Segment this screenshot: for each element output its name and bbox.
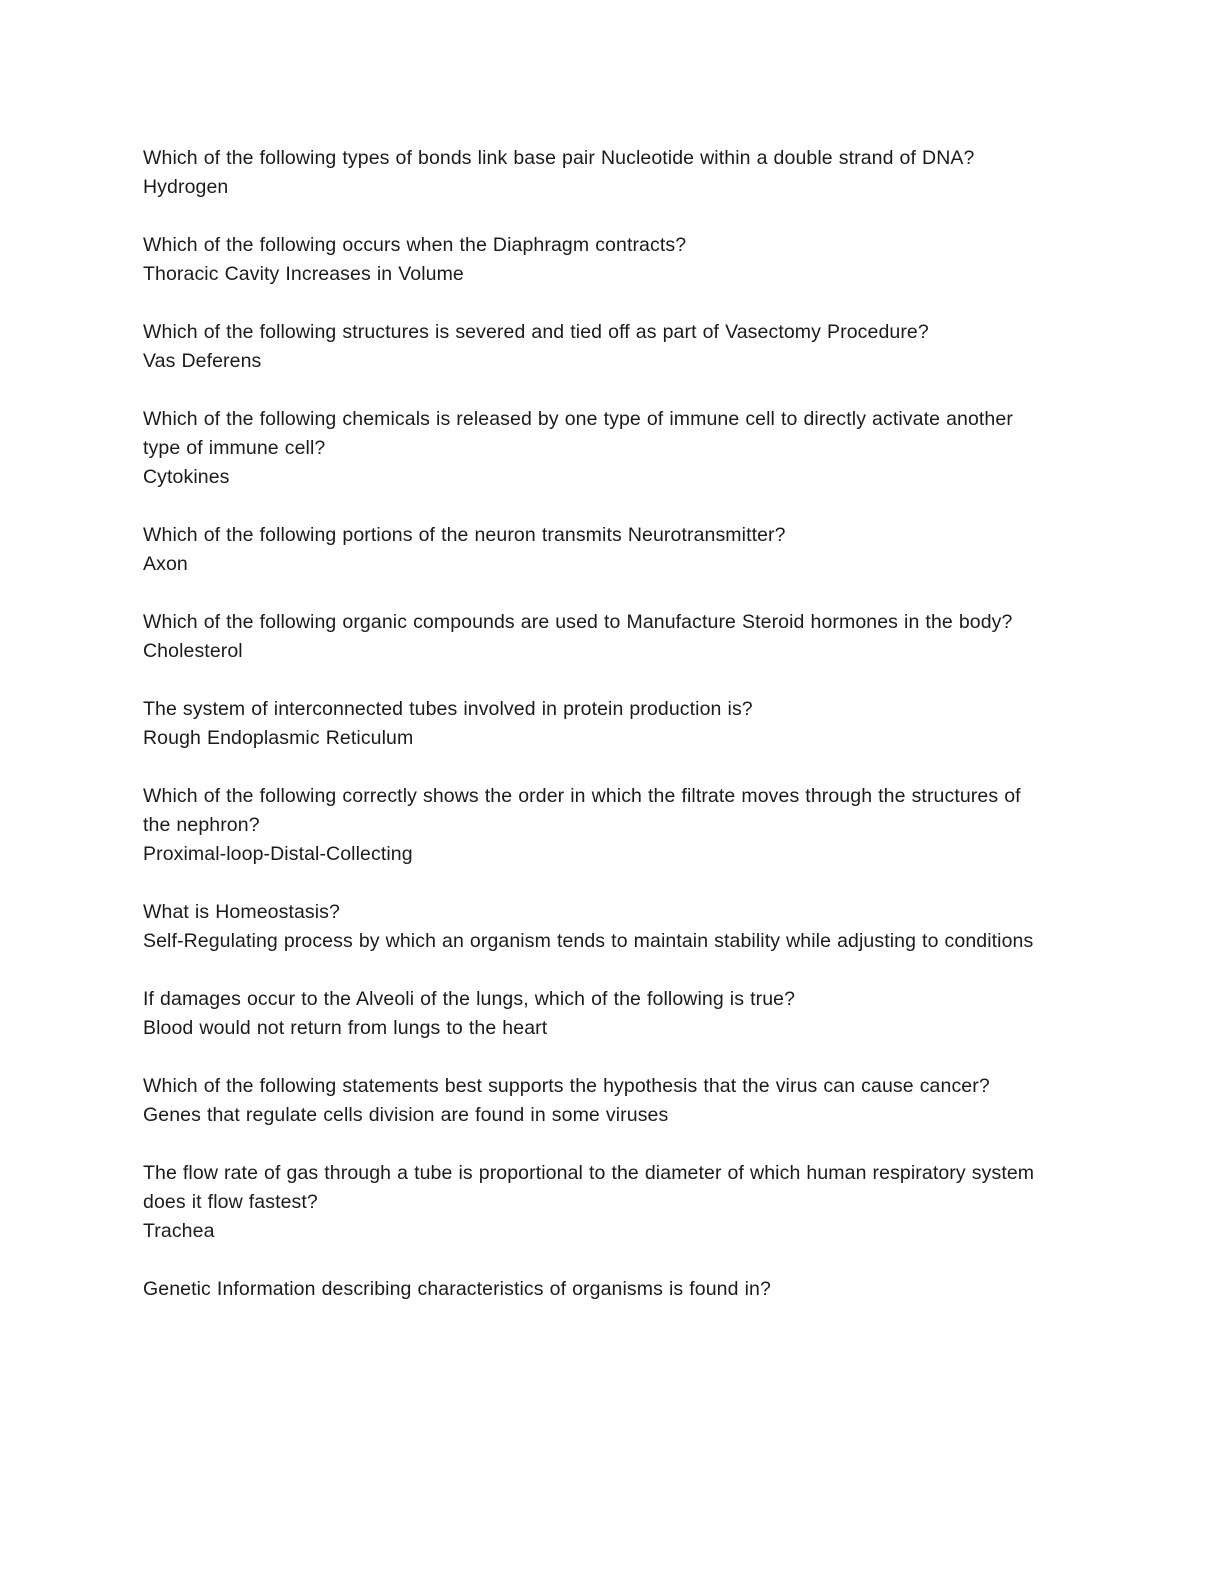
answer-text: Axon bbox=[143, 553, 188, 575]
question-text: Which of the following statements best supports the hypothesis that the virus can cause cancer? bbox=[143, 1075, 990, 1097]
answer-text: Cytokines bbox=[143, 466, 230, 488]
answer-text: Proximal-loop-Distal-Collecting bbox=[143, 843, 413, 865]
answer-text: Genes that regulate cells division are found in some viruses bbox=[143, 1104, 669, 1126]
question-text: The system of interconnected tubes involved in protein production is? bbox=[143, 698, 753, 720]
question-text: Which of the following occurs when the Diaphragm contracts? bbox=[143, 234, 687, 256]
question-text: Which of the following chemicals is released by one type of immune cell to directly activate another type of immune cell? bbox=[143, 408, 1013, 459]
answer-text: Vas Deferens bbox=[143, 350, 262, 372]
qa-item bbox=[143, 318, 1051, 376]
qa-item bbox=[143, 782, 1051, 869]
question-text: What is Homeostasis? bbox=[143, 901, 340, 923]
question-text: Which of the following portions of the neuron transmits Neurotransmitter? bbox=[143, 524, 786, 546]
qa-item bbox=[143, 1159, 1051, 1246]
answer-text: Self-Regulating process by which an organism tends to maintain stability while adjusting to conditions bbox=[143, 930, 1034, 952]
qa-list bbox=[143, 144, 1051, 1304]
answer-text: Cholesterol bbox=[143, 640, 243, 662]
question-text: Which of the following correctly shows the order in which the filtrate moves through the structures of the nephron? bbox=[143, 785, 1021, 836]
qa-item bbox=[143, 695, 1051, 753]
qa-item bbox=[143, 144, 1051, 202]
question-text: Which of the following organic compounds are used to Manufacture Steroid hormones in the body? bbox=[143, 611, 1013, 633]
answer-text: Trachea bbox=[143, 1220, 215, 1242]
answer-text: Hydrogen bbox=[143, 176, 229, 198]
qa-item bbox=[143, 1275, 1051, 1304]
question-text: Which of the following types of bonds link base pair Nucleotide within a double strand of DNA? bbox=[143, 147, 975, 169]
qa-item bbox=[143, 405, 1051, 492]
qa-item bbox=[143, 521, 1051, 579]
qa-item bbox=[143, 231, 1051, 289]
qa-item bbox=[143, 898, 1051, 956]
qa-item bbox=[143, 608, 1051, 666]
question-text: Which of the following structures is severed and tied off as part of Vasectomy Procedure? bbox=[143, 321, 929, 343]
qa-item bbox=[143, 1072, 1051, 1130]
question-text: Genetic Information describing characteristics of organisms is found in? bbox=[143, 1278, 771, 1300]
answer-text: Blood would not return from lungs to the heart bbox=[143, 1017, 548, 1039]
answer-text: Rough Endoplasmic Reticulum bbox=[143, 727, 414, 749]
answer-text: Thoracic Cavity Increases in Volume bbox=[143, 263, 464, 285]
question-text: If damages occur to the Alveoli of the lungs, which of the following is true? bbox=[143, 988, 796, 1010]
qa-item bbox=[143, 985, 1051, 1043]
question-text: The flow rate of gas through a tube is proportional to the diameter of which human respiratory system does it flow fastest? bbox=[143, 1162, 1035, 1213]
